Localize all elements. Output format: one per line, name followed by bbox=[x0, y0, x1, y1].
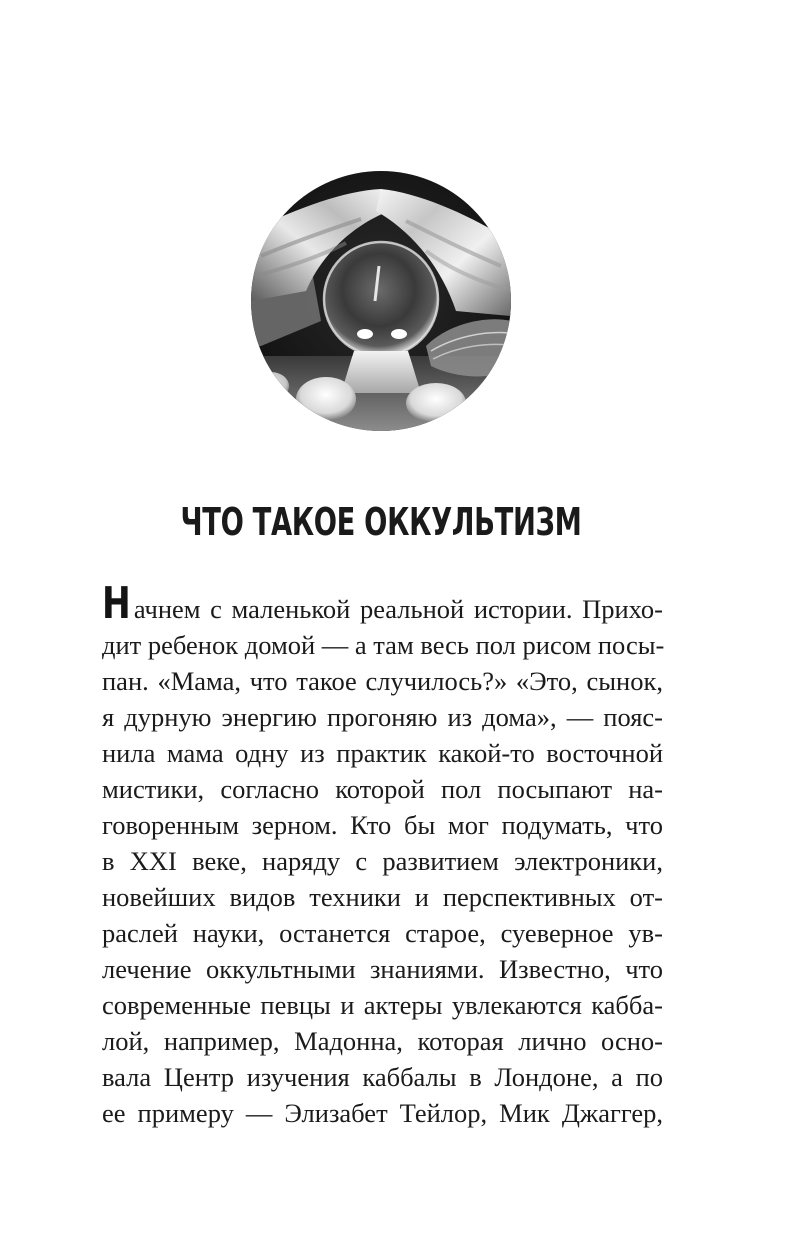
text-line-rest: ачнем с маленькой реальной истории. Прихо- bbox=[133, 594, 663, 624]
drop-cap: Н bbox=[102, 578, 131, 629]
text-line: новейших видов техники и перспективных от- bbox=[102, 882, 663, 912]
text-line: лой, например, Мадонна, которая лично осно- bbox=[102, 1026, 663, 1056]
text-line: мистики, согласно которой пол посыпают на- bbox=[102, 774, 663, 804]
body-paragraph bbox=[102, 578, 665, 1131]
chapter-title: ЧТО ТАКОЕ ОККУЛЬТИЗМ bbox=[180, 500, 582, 544]
text-line: ее примеру — Элизабет Тейлор, Мик Джаггер, bbox=[102, 1098, 663, 1128]
text-line: дит ребенок домой — а там весь пол рисом посы- bbox=[102, 630, 665, 660]
text-line: я дурную энергию прогоняю из дома», — пояс- bbox=[102, 702, 663, 732]
crystal-ball-photo bbox=[251, 171, 511, 431]
text-line bbox=[102, 578, 663, 629]
text-line: современные певцы и актеры увлекаются кабба- bbox=[102, 990, 663, 1020]
text-line: пан. «Мама, что такое случилось?» «Это, сынок, bbox=[102, 666, 663, 696]
text-line: лечение оккультными знаниями. Известно, что bbox=[102, 954, 663, 984]
text-line: в XXI веке, наряду с развитием электроники, bbox=[102, 846, 663, 876]
crystal-ball-image-icon bbox=[251, 171, 511, 431]
text-line: нила мама одну из практик какой-то восточной bbox=[102, 738, 663, 768]
text-line: вала Центр изучения каббалы в Лондоне, а по bbox=[102, 1062, 663, 1092]
text-line: говоренным зерном. Кто бы мог подумать, что bbox=[102, 810, 663, 840]
text-line: раслей науки, останется старое, суеверное ув- bbox=[102, 918, 663, 948]
